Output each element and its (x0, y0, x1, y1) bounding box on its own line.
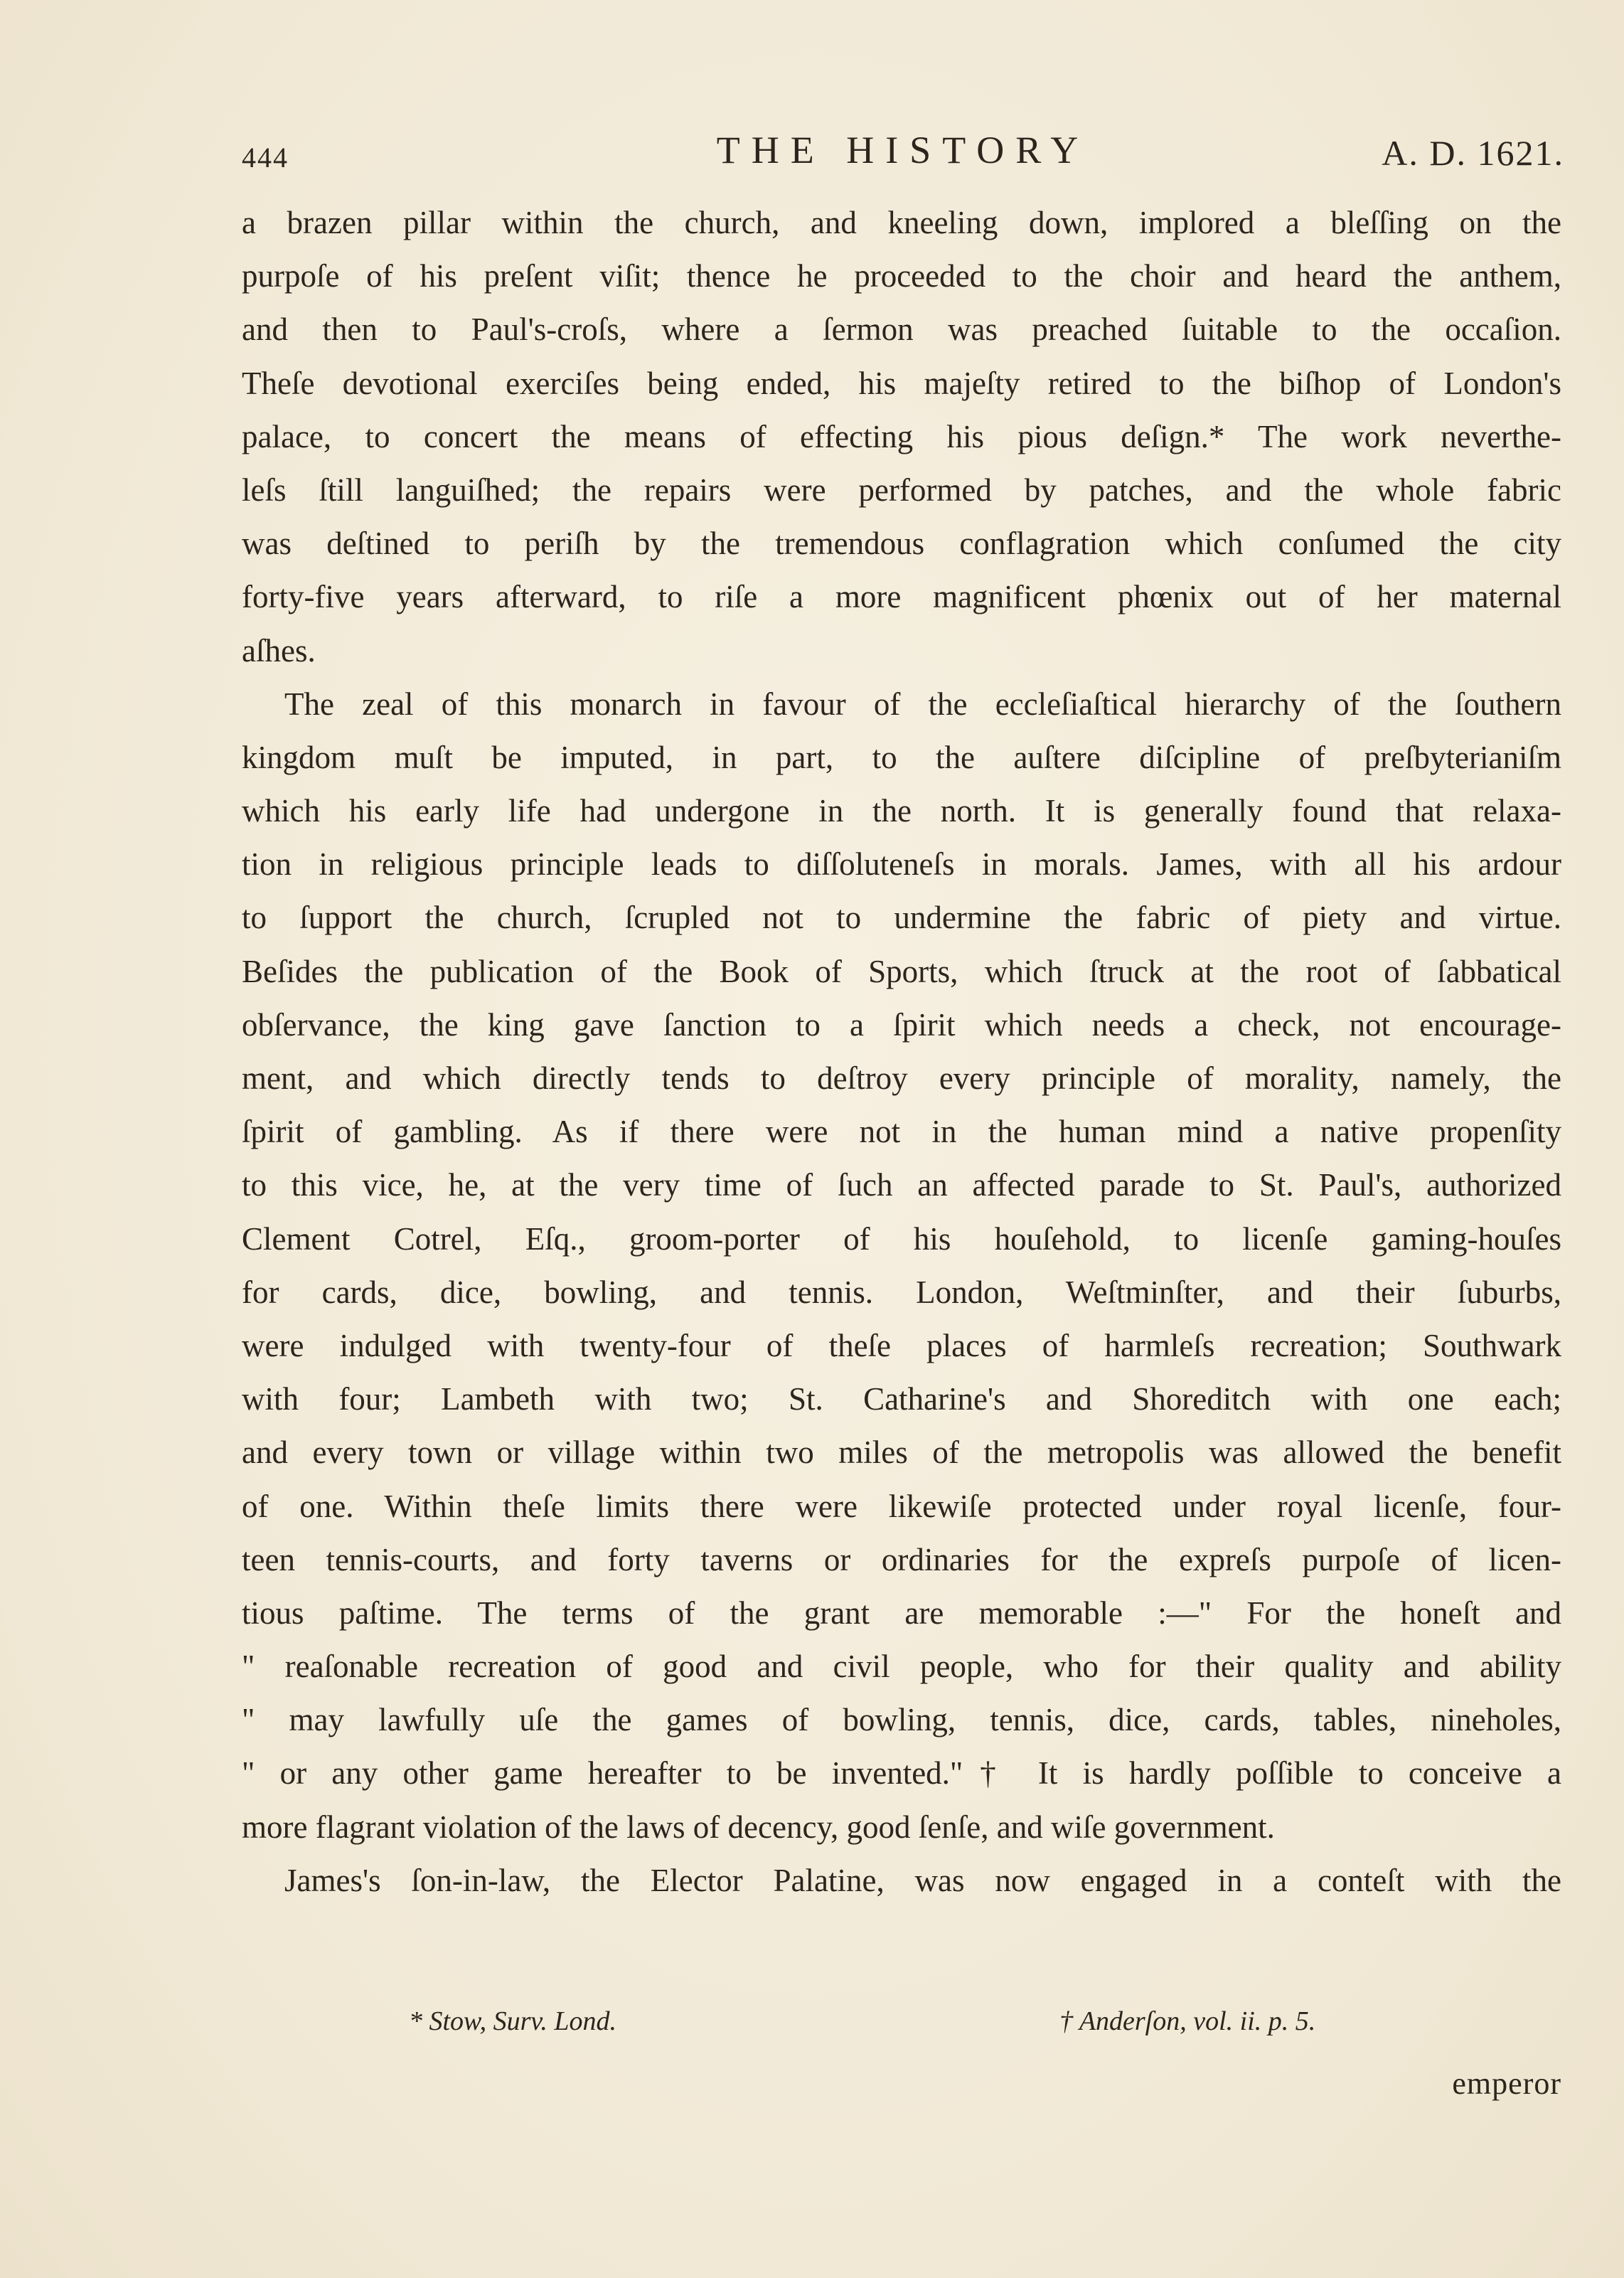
text-line: The zeal of this monarch in favour of the eccleſiaſtical hierarchy of the ſouthern (284, 686, 1561, 722)
text-line: tious paſtime. The terms of the grant are memorable :—" For the honeſt and (242, 1595, 1561, 1631)
paragraph (242, 196, 1561, 678)
text-line: Theſe devotional exerciſes being ended, his majeſty retired to the biſhop of London's (242, 365, 1561, 401)
paragraph (242, 1854, 1561, 1907)
text-line: to ſupport the church, ſcrupled not to undermine the fabric of piety and virtue. (242, 900, 1561, 936)
text-line: for cards, dice, bowling, and tennis. London, Weſtminſter, and their ſuburbs, (242, 1274, 1561, 1310)
text-line: a brazen pillar within the church, and kneeling down, implored a bleſſing on the (242, 205, 1561, 240)
footnote: † Anderſon, vol. ii. p. 5. (1059, 2006, 1316, 2036)
text-line: more flagrant violation of the laws of decency, good ſenſe, and wiſe government. (242, 1809, 1275, 1845)
footnote: * Stow, Surv. Lond. (409, 2006, 617, 2036)
text-line: Clement Cotrel, Eſq., groom-porter of his houſehold, to licenſe gaming-houſes (242, 1220, 1561, 1257)
text-line: purpoſe of his preſent viſit; thence he proceeded to the choir and heard the anthem, (242, 258, 1561, 294)
text-line: was deſtined to periſh by the tremendous conflagration which conſumed the city (242, 526, 1561, 562)
body-text (242, 196, 1561, 1907)
text-line: teen tennis-courts, and forty taverns or ordinaries for the expreſs purpoſe of licen- (242, 1541, 1561, 1577)
year-heading: A. D. 1621. (1382, 133, 1564, 173)
page-number: 444 (242, 142, 289, 174)
text-line: obſervance, the king gave ſanction to a ſpirit which needs a check, not encourage- (242, 1006, 1561, 1043)
text-line: were indulged with twenty-four of theſe places of harmleſs recreation; Southwark (242, 1327, 1561, 1363)
text-line: ſpirit of gambling. As if there were not in the human mind a native propenſity (242, 1114, 1561, 1150)
text-line: aſhes. (242, 632, 316, 669)
text-line: to this vice, he, at the very time of ſuch an affected parade to St. Paul's, authorized (242, 1167, 1561, 1203)
text-line: and every town or village within two miles of the metropolis was allowed the benefit (242, 1435, 1561, 1471)
text-line: and then to Paul's-croſs, where a ſermon was preached ſuitable to the occaſion. (242, 312, 1561, 348)
running-title: THE HISTORY (716, 129, 1090, 171)
text-line: which his early life had undergone in the north. It is generally found that relaxa- (242, 793, 1561, 829)
footnotes (242, 2006, 1561, 2041)
text-line: " or any other game hereafter to be invented."† It is hardly poſſible to conceive a (242, 1755, 1561, 1792)
paragraph (242, 678, 1561, 1854)
text-line: leſs ſtill languiſhed; the repairs were performed by patches, and the whole fabric (242, 472, 1561, 508)
text-line: tion in religious principle leads to diſſoluteneſs in morals. James, with all his ardour (242, 846, 1561, 883)
text-line: ment, and which directly tends to deſtroy every principle of morality, namely, the (242, 1060, 1561, 1096)
text-line: Beſides the publication of the Book of Sports, which ſtruck at the root of ſabbatical (242, 953, 1561, 989)
text-line: with four; Lambeth with two; St. Catharine's and Shoreditch with one each; (242, 1381, 1561, 1417)
text-line: James's ſon-in-law, the Elector Palatine, was now engaged in a conteſt with the (284, 1862, 1561, 1898)
text-line: " reaſonable recreation of good and civil people, who for their quality and ability (242, 1649, 1561, 1685)
text-line: of one. Within theſe limits there were likewiſe protected under royal licenſe, four- (242, 1488, 1561, 1524)
text-line: kingdom muſt be imputed, in part, to the auſtere diſcipline of preſbyterianiſm (242, 739, 1561, 775)
page-header (242, 128, 1564, 178)
catchword: emperor (1452, 2066, 1561, 2101)
text-line: forty-five years afterward, to riſe a more magnificent phœnix out of her maternal (242, 579, 1561, 615)
text-line: palace, to concert the means of effecting his pious deſign.* The work neverthe- (242, 418, 1561, 454)
text-line: " may lawfully uſe the games of bowling, tennis, dice, cards, tables, nineholes, (242, 1702, 1561, 1738)
